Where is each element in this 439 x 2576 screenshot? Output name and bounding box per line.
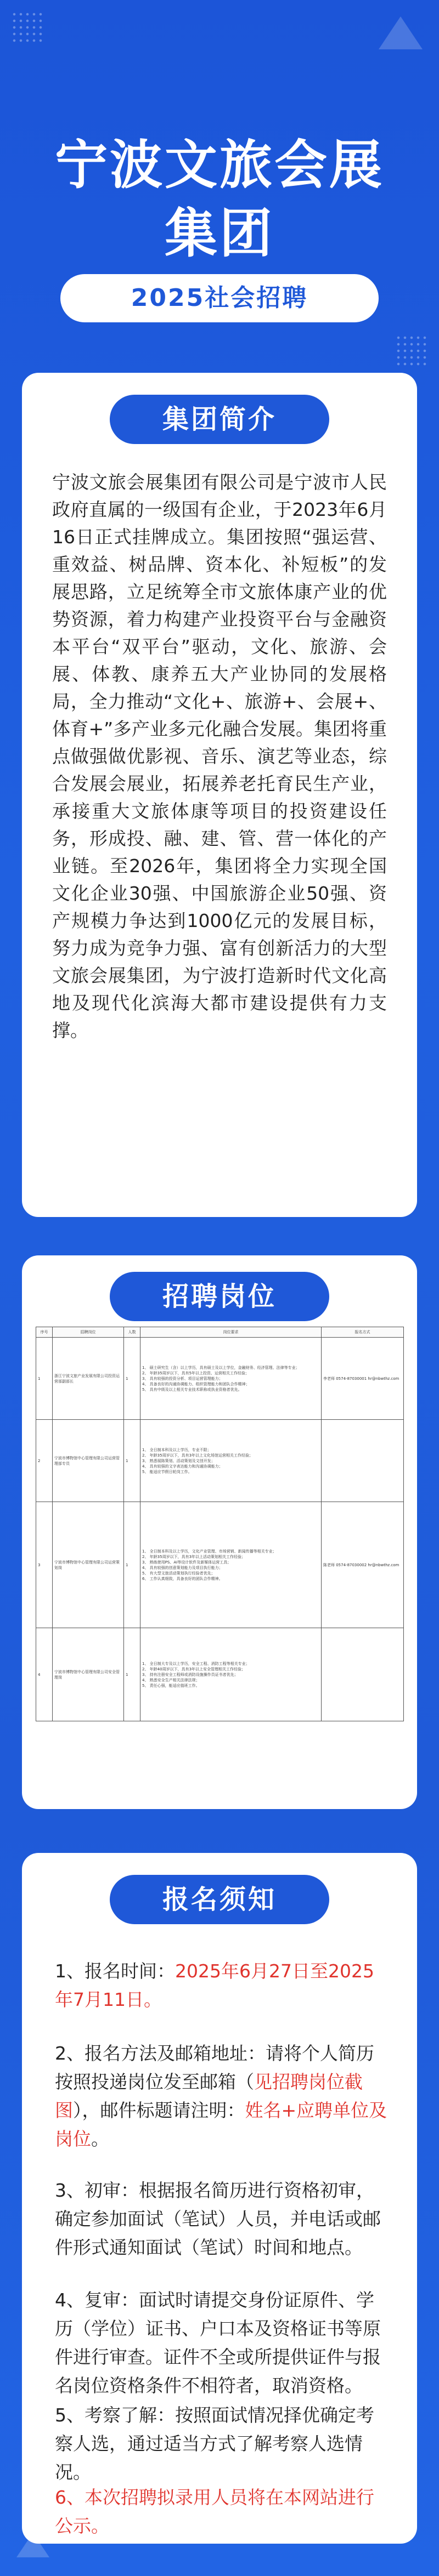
notice-item-1-label: 1、报名时间： bbox=[55, 1960, 175, 1982]
req-line: 4、 具备良好的沟通协调能力、组织管理能力和团队合作精神； bbox=[142, 1381, 250, 1386]
cell-no: 2 bbox=[36, 1420, 53, 1502]
notice-item-3: 3、初审：根据报名简历进行资格初审，确定参加面试（笔试）人员，并电话或邮件形式通知面试（笔试）时间和地点。 bbox=[55, 2180, 381, 2258]
cell-post: 宁波市博物馆中心管理有限公司运营管理部专员 bbox=[53, 1420, 124, 1502]
decor-dots bbox=[395, 334, 428, 367]
cell-count: 1 bbox=[124, 1338, 140, 1420]
req-line: 1、 全日制大专及以上学历，安全工程、消防工程等相关专业； bbox=[142, 1661, 250, 1666]
col-header: 岗位要求 bbox=[140, 1327, 322, 1338]
cell-reqs bbox=[140, 1502, 322, 1628]
notice-item-1 bbox=[55, 1957, 390, 2014]
col-header: 招聘岗位 bbox=[53, 1327, 124, 1338]
cell-contact: 李老师 0574-87030001 hr@nbwthz.com bbox=[322, 1338, 404, 1420]
notice-card bbox=[22, 1853, 417, 2544]
notice-heading: 报名须知 bbox=[110, 1875, 329, 1924]
intro-card bbox=[22, 373, 417, 1217]
req-line: 5、 有大型文旅活动策划执行经验者优先； bbox=[142, 1571, 215, 1576]
decor-dots bbox=[11, 11, 44, 44]
req-line: 1、 全日制本科及以上学历，专业不限； bbox=[142, 1447, 211, 1452]
table-row bbox=[36, 1502, 404, 1628]
cell-count: 1 bbox=[124, 1420, 140, 1502]
col-header: 序号 bbox=[36, 1327, 53, 1338]
cell-post: 浙江宁波文旅产业发展有限公司投资运营部副部长 bbox=[53, 1338, 124, 1420]
intro-paragraph: 宁波文旅会展集团有限公司是宁波市人民政府直属的一级国有企业，于2023年6月16日正式挂牌成立。集团按照“强运营、重效益、树品牌、资本化、补短板”的发展思路，立足统筹全市文旅体康产业的优势资源，着力构建产业投资平台与金融资本平台“双平台”驱动，文化、旅游、会展、体教、康养五大产业协同的发展格局，全力推动“文化+、旅游+、会展+、体育+”多产业多元化融合发展。集团将重点做强做优影视、音乐、演艺等业态，综合发展会展业，拓展养老托育民生产业，承接重大文旅体康等项目的投资建设任务，形成投、融、建、管、营一体化的产业链。至2026年，集团将全力实现全国文化企业30强、中国旅游企业50强、资产规模力争达到1000亿元的发展目标，努力成为竞争力强、富有创新活力的大型文旅会展集团，为宁波打造新时代文化高地及现代化滨海大都市建设提供有力支撑。 bbox=[52, 471, 387, 1041]
table-row bbox=[36, 1420, 404, 1502]
positions-table bbox=[36, 1327, 404, 1721]
req-line: 2、 年龄35周岁以下，具有3年以上文化场馆运营相关工作经验； bbox=[142, 1453, 254, 1458]
cell-post: 宁波市博物馆中心管理有限公司安全管理岗 bbox=[53, 1628, 124, 1721]
cell-reqs bbox=[140, 1420, 322, 1502]
cell-count: 1 bbox=[124, 1502, 140, 1628]
table-row bbox=[36, 1628, 404, 1721]
req-line: 3、 持有注册安全工程师或消防设施操作员证书者优先； bbox=[142, 1672, 238, 1677]
req-line: 4、 具有较强的创意策划能力及项目执行能力； bbox=[142, 1565, 223, 1570]
subtitle-pill: 2025社会招聘 bbox=[60, 274, 379, 322]
notice-item-2-text: 2、报名方法及邮箱地址：请将个人简历按照投递岗位发至邮箱（ bbox=[55, 2043, 374, 2092]
cell-reqs bbox=[140, 1338, 322, 1420]
notice-item-4: 4、复审：面试时请提交身份证原件、学历（学位）证书、户口本及资格证书等原件进行审查。证件不全或所提供证件与报名岗位资格条件不相符者，取消资格。 bbox=[55, 2289, 381, 2396]
notice-item-5: 5、考察了解：按照面试情况择优确定考察人选，通过适当方式了解考察人选情况。 bbox=[55, 2404, 374, 2483]
req-line: 1、 全日制本科及以上学历，文化产业管理、市场营销、新闻传播等相关专业； bbox=[142, 1549, 277, 1554]
req-line: 6、 工作认真细致，具备良好的团队合作精神。 bbox=[142, 1576, 223, 1581]
col-header: 人数 bbox=[124, 1327, 140, 1338]
cell-no: 4 bbox=[36, 1628, 53, 1721]
req-line: 2、 年龄40周岁以下，具有3年以上安全管理相关工作经验； bbox=[142, 1667, 246, 1671]
notice-item-1-dates: 2025年6月27日至2025年7月11日。 bbox=[55, 1960, 374, 2010]
req-line: 5、 责任心强，能适应值班工作。 bbox=[142, 1683, 200, 1688]
req-line: 3、 熟悉展陈策划、活动策划及文创开发； bbox=[142, 1458, 215, 1463]
table-row bbox=[36, 1338, 404, 1420]
cell-count: 1 bbox=[124, 1628, 140, 1721]
notice-item-6: 6、本次招聘拟录用人员将在本网站进行公示。 bbox=[55, 2487, 374, 2537]
cell-contact bbox=[322, 1628, 404, 1721]
notice-item-2-highlight: 见招聘岗位截图 bbox=[55, 2071, 363, 2121]
req-line: 3、 具有较强的投资分析、项目运营管理能力； bbox=[142, 1376, 223, 1381]
positions-heading: 招聘岗位 bbox=[110, 1272, 329, 1321]
page-title-line1: 宁波文旅会展 bbox=[55, 134, 384, 196]
notice-item-2 bbox=[55, 2039, 390, 2153]
notice-item-2-highlight: 姓名+应聘单位及岗位 bbox=[55, 2100, 387, 2149]
req-line: 2、 年龄35周岁以下，具有5年以上投资、运营相关工作经验； bbox=[142, 1371, 250, 1375]
intro-heading: 集团简介 bbox=[110, 395, 329, 444]
req-line: 4、 具有较强的文字表达能力和沟通协调能力； bbox=[142, 1464, 223, 1469]
req-line: 5、 能适应节假日轮岗工作。 bbox=[142, 1469, 192, 1474]
cell-no: 3 bbox=[36, 1502, 53, 1628]
req-line: 1、 硕士研究生（含）以上学历，具有硕士及以上学位，金融财务、经济管理、法律等专业； bbox=[142, 1365, 300, 1370]
decor-triangle bbox=[379, 16, 423, 49]
table-header-row bbox=[36, 1327, 404, 1338]
req-line: 5、 具有中级及以上相关专业技术职称或执业资格者优先。 bbox=[142, 1387, 242, 1392]
positions-card bbox=[22, 1255, 417, 1809]
notice-item-2-text: 。 bbox=[91, 2128, 109, 2149]
cell-contact bbox=[322, 1420, 404, 1502]
cell-reqs bbox=[140, 1628, 322, 1721]
page-title-line2: 集团 bbox=[165, 203, 274, 264]
cell-contact: 陈老师 0574-87030002 hr@nbwthz.com bbox=[322, 1502, 404, 1628]
req-line: 4、 熟悉安全生产相关法律法规； bbox=[142, 1677, 200, 1682]
col-header: 报名方式 bbox=[322, 1327, 404, 1338]
cell-no: 1 bbox=[36, 1338, 53, 1420]
cell-post: 宁波市博物馆中心管理有限公司运营策划岗 bbox=[53, 1502, 124, 1628]
req-line: 3、 熟练使用PS、AI等设计软件及新媒体运营工具； bbox=[142, 1560, 232, 1565]
notice-item-2-text: ），邮件标题请注明： bbox=[73, 2100, 245, 2121]
req-line: 2、 年龄35周岁以下，具有3年以上活动策划相关工作经验； bbox=[142, 1554, 246, 1559]
